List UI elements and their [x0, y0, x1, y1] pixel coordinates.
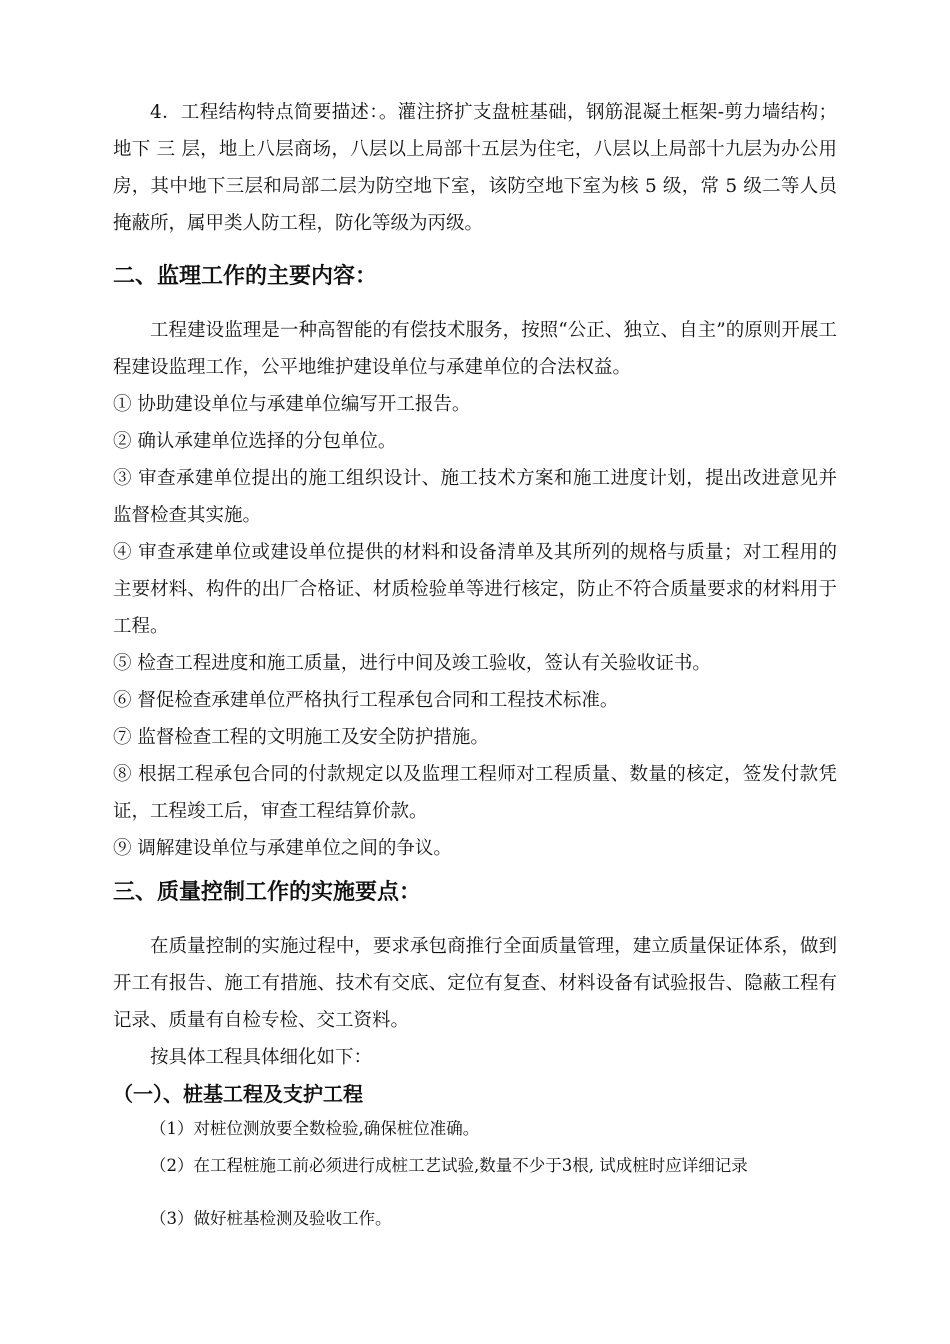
- list-item: ① 协助建设单位与承建单位编写开工报告。: [113, 394, 471, 415]
- list-item: ⑤ 检查工程进度和施工质量，进行中间及竣工验收，签认有关验收证书。: [113, 653, 711, 674]
- list-item: ⑦ 监督检查工程的文明施工及安全防护措施。: [113, 727, 489, 748]
- quality-intro-2: 按具体工程具体细化如下：: [150, 1047, 373, 1068]
- list-item: ⑨ 调解建设单位与承建单位之间的争议。: [113, 838, 452, 859]
- section-heading-supervision: 二、监理工作的主要内容：: [113, 264, 378, 289]
- section-heading-quality: 三、质量控制工作的实施要点：: [113, 880, 422, 905]
- supervision-intro: 工程建设监理是一种高智能的有偿技术服务，按照“公正、独立、自主”的原则开展工程建设监理工作，公平地维护建设单位与承建单位的合法权益。: [113, 320, 837, 378]
- list-item: ③ 审查承建单位提出的施工组织设计、施工技术方案和施工进度计划，提出改进意见并监督检查其实施。: [113, 468, 837, 526]
- list-item: ⑥ 督促检查承建单位严格执行工程承包合同和工程技术标准。: [113, 690, 619, 711]
- list-item: ④ 审查承建单位或建设单位提供的材料和设备清单及其所列的规格与质量；对工程用的主要材料、构件的出厂合格证、材质检验单等进行核定，防止不符合质量要求的材料用于工程。: [113, 542, 837, 637]
- list-item: ⑧ 根据工程承包合同的付款规定以及监理工程师对工程质量、数量的核定，签发付款凭证，工程竣工后，审查工程结算价款。: [113, 764, 837, 822]
- list-item: ② 确认承建单位选择的分包单位。: [113, 431, 397, 452]
- quality-intro: 在质量控制的实施过程中，要求承包商推行全面质量管理，建立质量保证体系，做到开工有报告、施工有措施、技术有交底、定位有复查、材料设备有试验报告、隐蔽工程有记录、质量有自检专检、交工资料。: [113, 936, 837, 1031]
- list-item: （3）做好桩基检测及验收工作。: [150, 1209, 392, 1228]
- list-item: （1）对桩位测放要全数检验,确保桩位准确。: [150, 1119, 480, 1138]
- list-item: （2）在工程桩施工前必须进行成桩工艺试验,数量不少于3根, 试成桩时应详细记录: [150, 1156, 748, 1175]
- subsection-heading-piles: （一）、桩基工程及支护工程: [113, 1082, 363, 1106]
- structure-description: 4．工程结构特点简要描述：。灌注挤扩支盘桩基础，钢筋混凝土框架-剪力墙结构；地下 三 层，地上八层商场，八层以上局部十五层为住宅，八层以上局部十九层为办公用房，其中地下三层和局部二层为防空地下室，该防空地下室为核 5 级，常 5 级二等人员掩蔽所，属甲类人防工程，防化等级为丙级。: [113, 102, 837, 234]
